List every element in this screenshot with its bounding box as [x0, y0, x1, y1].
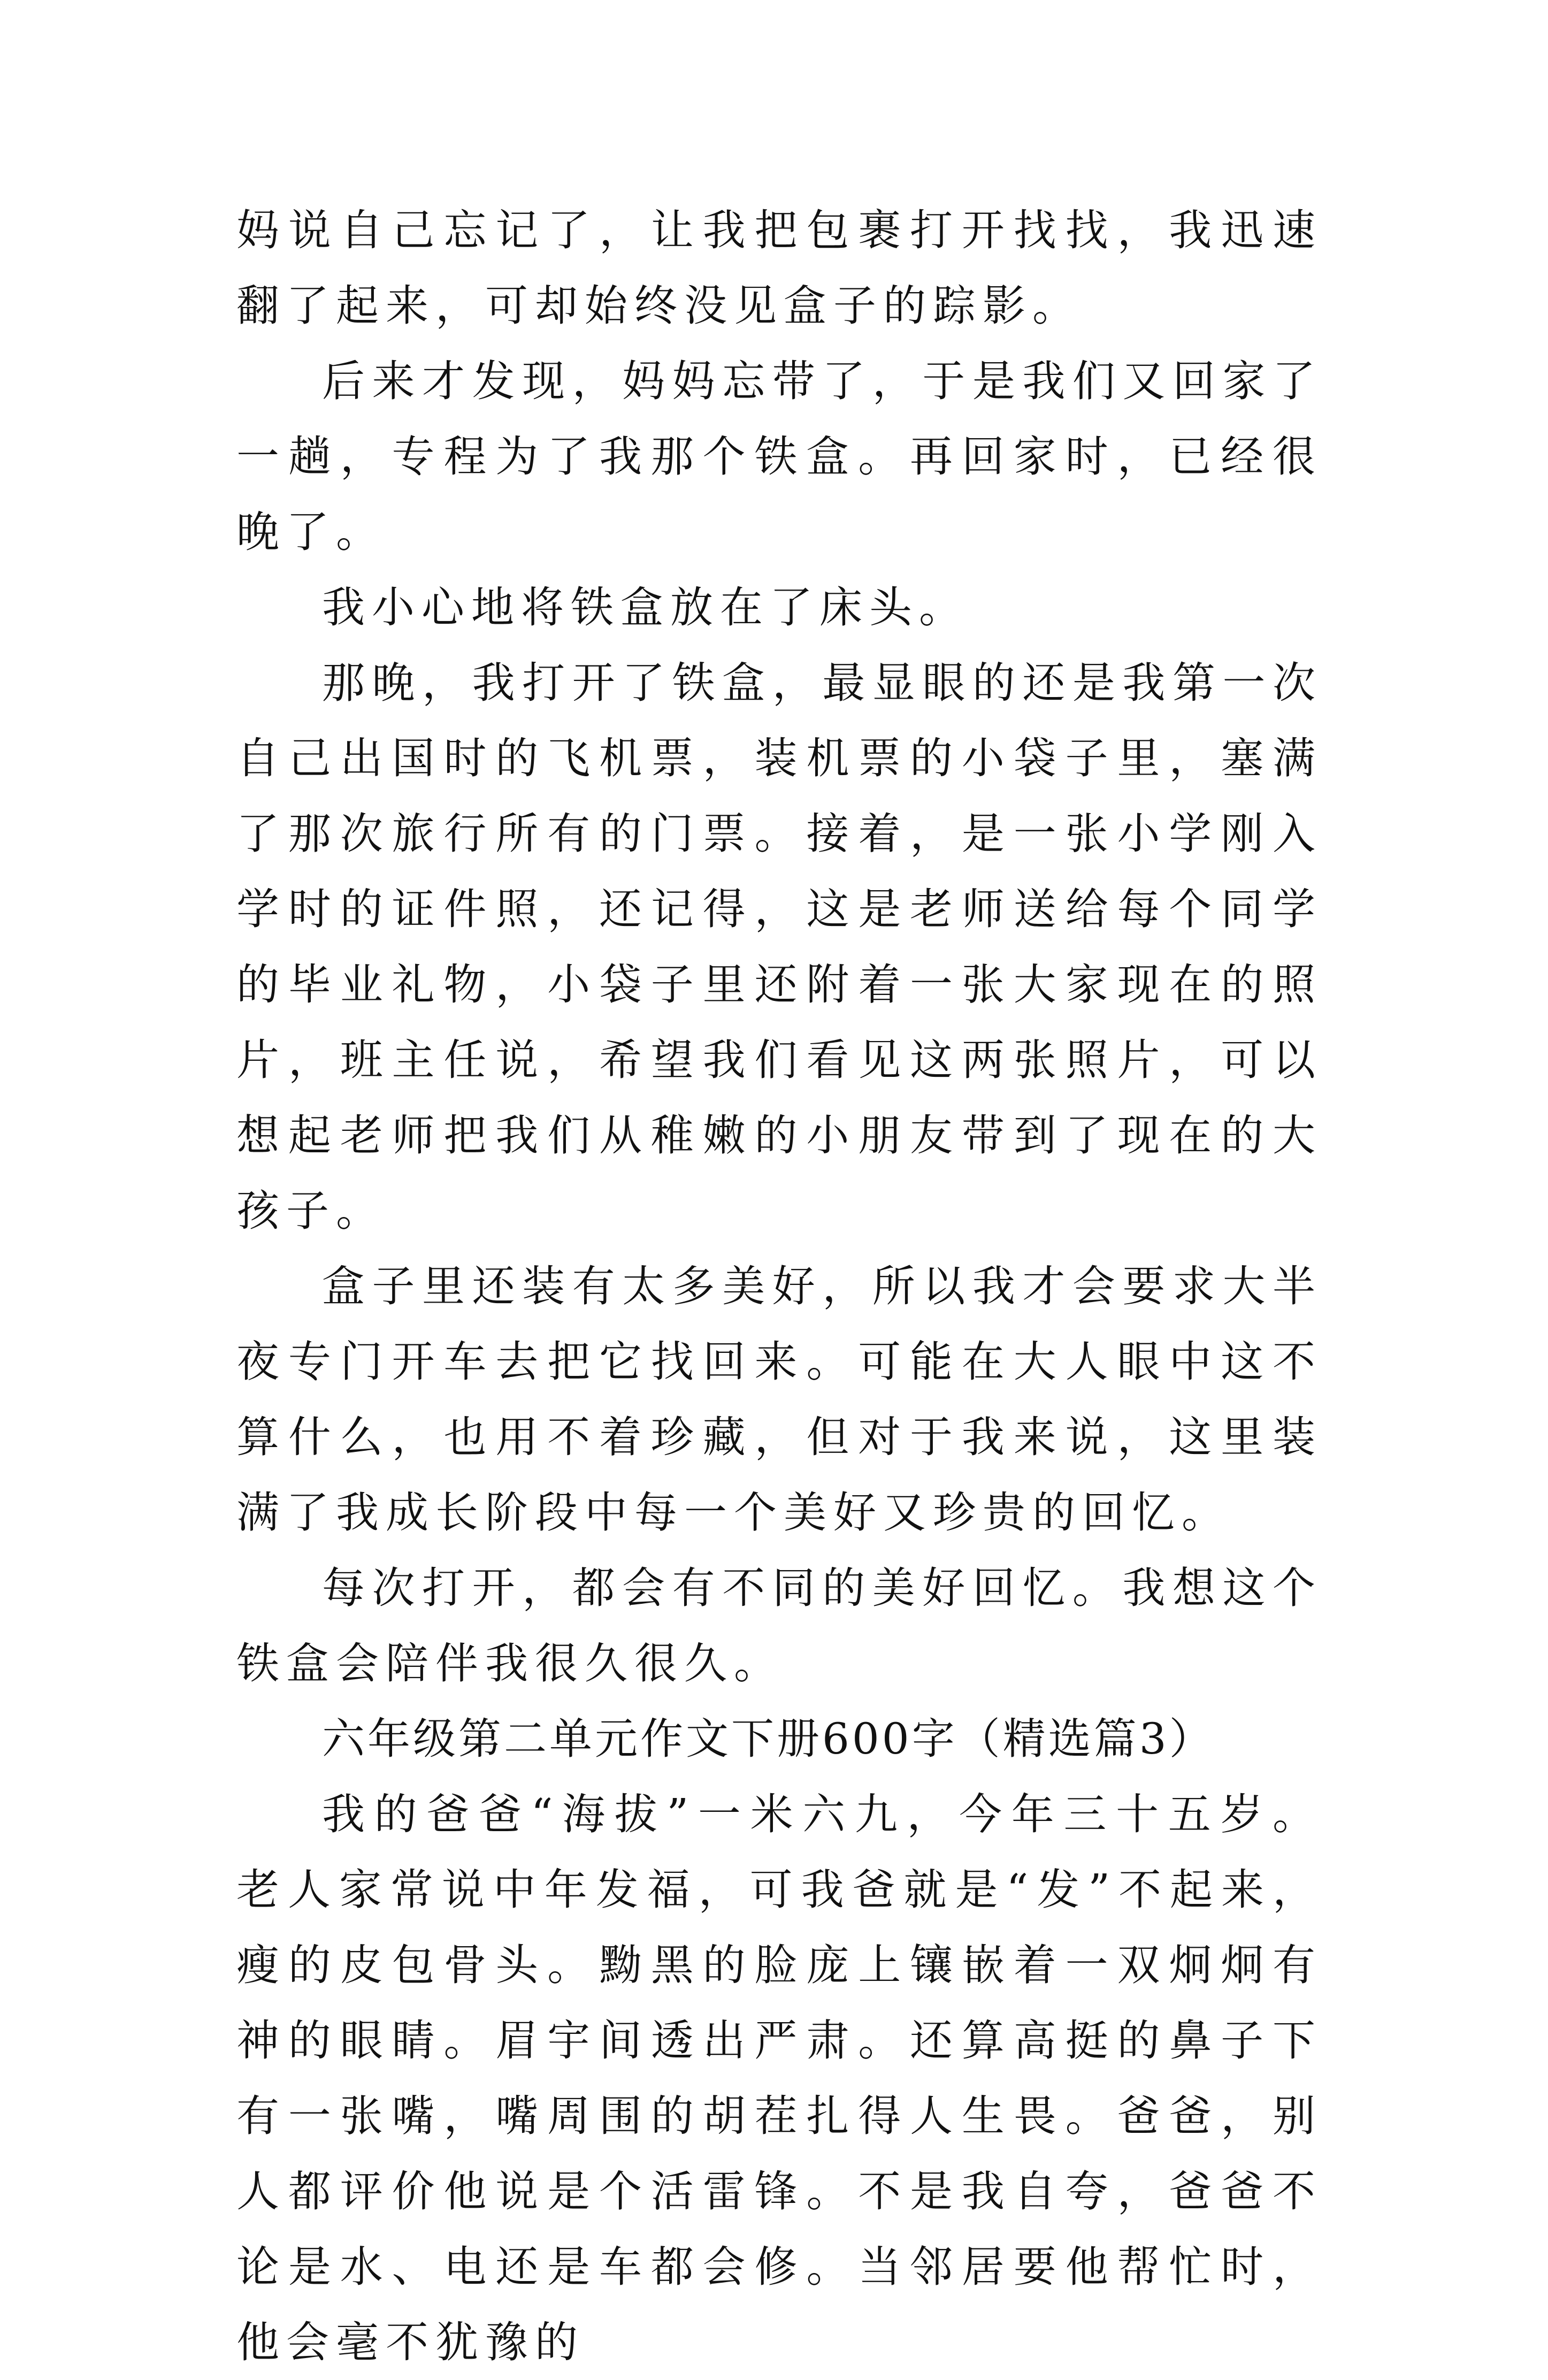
paragraph: 我小心地将铁盒放在了床头。 [322, 583, 969, 632]
paragraph: 后来才发现，妈妈忘带了，于是我们又回家了一趟，专程为了我那个铁盒。再回家时，已经很晚了。 [236, 356, 1322, 557]
paragraph: 我的爸爸“海拔”一米六九，今年三十五岁。老人家常说中年发福，可我爸就是“发”不起来，瘦的皮包骨头。黝黑的脸庞上镶嵌着一双炯炯有神的眼睛。眉宇间透出严肃。还算高挺的鼻子下有一张嘴，嘴周围的胡茬扎得人生畏。爸爸，别人都评价他说是个活雷锋。不是我自夸，爸爸不论是水、电还是车都会修。当邻居要他帮忙时，他会毫不犹豫的 [236, 1789, 1322, 2367]
section-title: 六年级第二单元作文下册600字（精选篇3） [322, 1714, 1215, 1764]
paragraph: 盒子里还装有太多美好，所以我才会要求大半夜专门开车去把它找回来。可能在大人眼中这不算什么，也用不着珍藏，但对于我来说，这里装满了我成长阶段中每一个美好又珍贵的回忆。 [236, 1261, 1322, 1537]
paragraph: 那晚，我打开了铁盒，最显眼的还是我第一次自己出国时的飞机票，装机票的小袋子里，塞满了那次旅行所有的门票。接着，是一张小学刚入学时的证件照，还记得，这是老师送给每个同学的毕业礼物，小袋子里还附着一张大家现在的照片，班主任说，希望我们看见这两张照片，可以想起老师把我们从稚嫩的小朋友带到了现在的大孩子。 [236, 658, 1322, 1236]
paragraph: 妈说自己忘记了，让我把包裹打开找找，我迅速翻了起来，可却始终没见盒子的踪影。 [236, 205, 1322, 331]
paragraph: 每次打开，都会有不同的美好回忆。我想这个铁盒会陪伴我很久很久。 [236, 1563, 1322, 1688]
document-body [236, 193, 1322, 2380]
